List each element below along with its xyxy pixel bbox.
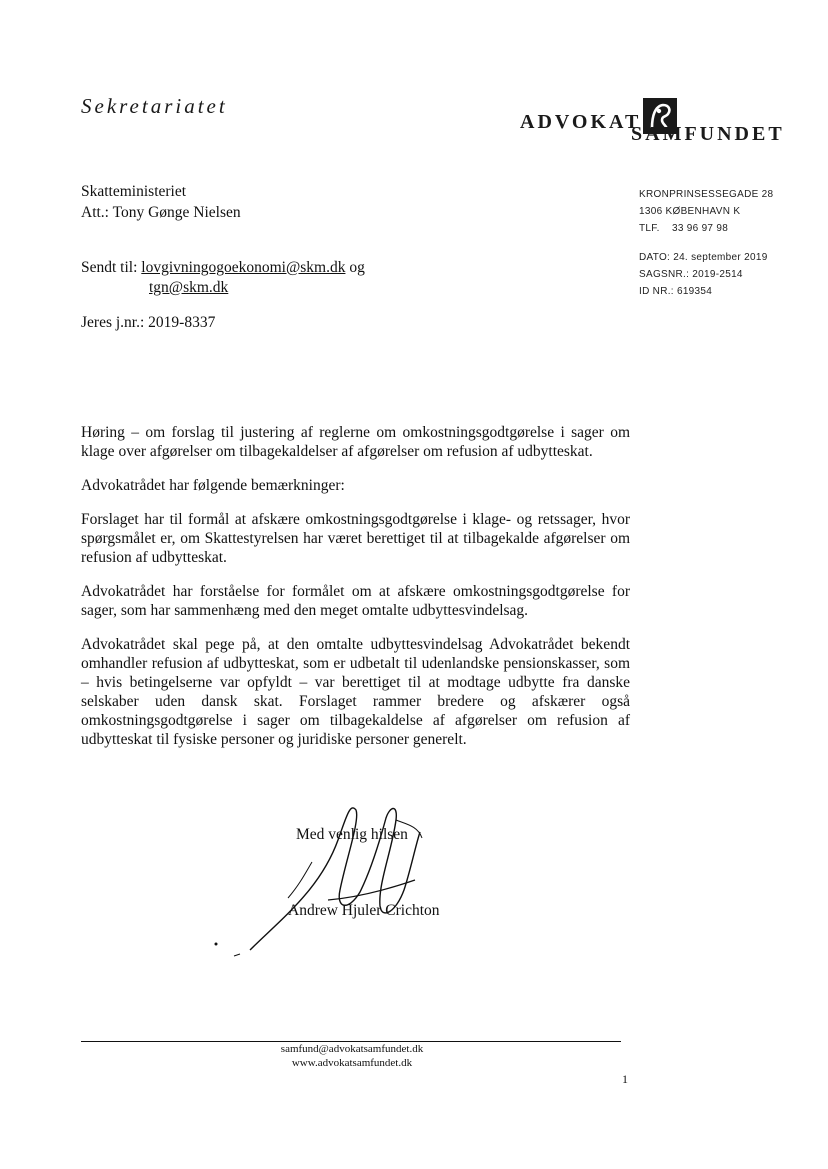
logo-text-samfundet: SAMFUNDET (631, 123, 785, 145)
sent-to-conjunction: og (349, 259, 365, 276)
sent-to-block (81, 258, 365, 298)
letter-meta (639, 249, 768, 300)
footer-divider (81, 1041, 621, 1042)
sender-address (639, 186, 773, 237)
logo-text-advokat: ADVOKAT (520, 111, 642, 133)
footer-email: samfund@advokatsamfundet.dk (280, 1043, 424, 1055)
letter-date: DATO: 24. september 2019 (639, 252, 768, 263)
body-paragraph: Forslaget har til formål at afskære omkostningsgodtgørelse i klage- og retssager, hvor spørgsmålet er, om Skattestyrelsen har været berettiget til at tilbagekalde afgørelser om refusion af udbytteskat. (81, 511, 630, 566)
body-paragraph: Advokatrådet har forståelse for formålet om at afskære omkostningsgodtgørelse for sager, som har sammenhæng med den meget omtalte udbyttesvindelsag. (81, 583, 630, 619)
closing-greeting: Med venlig hilsen (296, 826, 408, 843)
address-city: 1306 KØBENHAVN K (639, 206, 741, 217)
footer-website: www.advokatsamfundet.dk (291, 1057, 413, 1069)
email-link-secondary[interactable]: tgn@skm.dk (149, 279, 229, 296)
page-number: 1 (622, 1072, 628, 1086)
signer-name: Andrew Hjuler Crichton (288, 902, 440, 919)
case-number: SAGSNR.: 2019-2514 (639, 269, 743, 280)
address-phone: TLF. 33 96 97 98 (639, 223, 729, 234)
sent-to-label: Sendt til: (81, 259, 138, 276)
recipient-attention: Att.: Tony Gønge Nielsen (81, 204, 241, 221)
body-paragraph-subject: Høring – om forslag til justering af reglerne om omkostningsgodtgørelse i sager om klage over afgørelser om tilbagekaldelser af afgørelser om refusion af udbytteskat. (81, 424, 630, 460)
body-paragraph: Advokatrådet har følgende bemærkninger: (81, 477, 345, 494)
recipient-name: Skatteministeriet (81, 183, 187, 200)
letter-body (81, 423, 630, 764)
department-title: Sekretariatet (81, 94, 228, 118)
email-link-primary[interactable]: lovgivningogoekonomi@skm.dk (141, 259, 346, 276)
id-number: ID NR.: 619354 (639, 286, 713, 297)
handwritten-signature (210, 780, 450, 970)
recipient-block (81, 181, 241, 223)
reference-number: Jeres j.nr.: 2019-8337 (81, 314, 216, 331)
address-street: KRONPRINSESSEGADE 28 (639, 189, 774, 200)
body-paragraph: Advokatrådet skal pege på, at den omtalte udbyttesvindelsag Advokatrådet bekendt omhandler refusion af udbytteskat, som er udbetalt til udenlandske pensionskasser, som – hvis betingelserne var opfyldt – var berettiget til at modtage udbytte fra danske selskaber uden dansk skat. Forslaget rammer bredere og afskærer også omkostningsgodtgørelse i sager om tilbagekaldelse af afgørelser om refusion af udbytteskat til fysiske personer og juridiske personer generelt. (81, 636, 630, 748)
